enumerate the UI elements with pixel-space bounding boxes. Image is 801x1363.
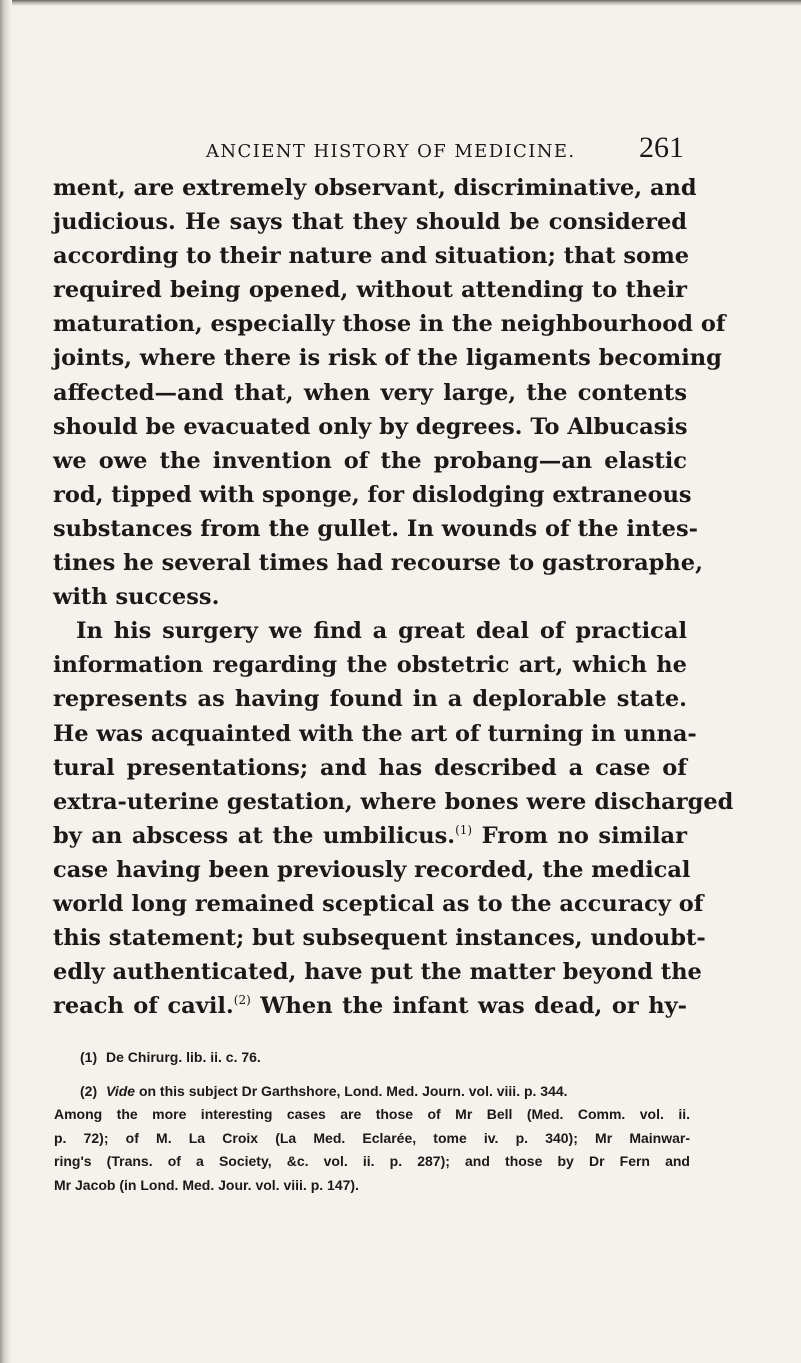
page-number: 261 <box>639 131 684 164</box>
footnote-2-line: Mr Jacob (in Lond. Med. Jour. vol. viii. p. 147). <box>54 1176 359 1193</box>
text-line-with-ref <box>53 819 687 853</box>
footnote-1-text: De Chirurg. lib. ii. c. 76. <box>106 1049 261 1065</box>
page-top-edge <box>0 0 801 6</box>
running-title: ANCIENT HISTORY OF MEDICINE. <box>206 141 576 162</box>
text-line: He was acquainted with the art of turning in unna- <box>53 720 697 747</box>
footnote-ref-1: (1) <box>455 822 473 837</box>
text-line: according to their nature and situation; that some <box>53 243 690 270</box>
footnote-1 <box>80 1046 690 1070</box>
running-header <box>206 129 684 165</box>
footnote-1-label: (1) <box>80 1049 98 1065</box>
text-line: world long remained sceptical as to the accuracy of <box>53 890 704 917</box>
footnote-2-text: on this subject Dr Garthshore, Lond. Med. Journ. vol. viii. p. 344. <box>138 1082 568 1099</box>
text-fragment: by an abscess at the umbilicus. <box>53 822 456 849</box>
text-line: affected—and that, when very large, the contents <box>53 379 687 406</box>
footnote-2-label: (2) <box>80 1082 98 1099</box>
footnote-ref-2: (2) <box>233 993 251 1008</box>
text-line: In his surgery we find a great deal of practical <box>76 618 687 645</box>
text-line: tines he several times had recourse to gastroraphe, <box>53 550 703 577</box>
text-line: extra-uterine gestation, where bones were discharged <box>53 788 734 815</box>
text-line: should be evacuated only by degrees. To Albucasis <box>53 413 688 440</box>
footnote-2-vide: Vide <box>106 1082 136 1099</box>
footnote-2-line: ring's (Trans. of a Society, &c. vol. ii. p. 287); and those by Dr Fern and <box>54 1153 690 1169</box>
text-line: tural presentations; and has described a case of <box>53 754 687 781</box>
text-line: judicious. He says that they should be considered <box>53 209 687 236</box>
text-line: with success. <box>53 584 220 611</box>
footnote-2-line: p. 72); of M. La Croix (La Med. Eclarée, tome iv. p. 340); Mr Mainwar- <box>54 1129 690 1146</box>
text-line: case having been previously recorded, the medical <box>53 856 691 883</box>
text-fragment: From no similar <box>481 822 687 849</box>
footnote-gap <box>80 1070 690 1080</box>
text-line: represents as having found in a deplorable state. <box>53 686 687 713</box>
footnote-2-first-line <box>80 1080 690 1104</box>
text-line: joints, where there is risk of the ligaments becoming <box>53 345 722 372</box>
text-line: substances from the gullet. In wounds of the intes- <box>53 515 698 542</box>
text-line: edly authenticated, have put the matter beyond the <box>53 959 702 986</box>
footnote-2-line: Among the more interesting cases are those of Mr Bell (Med. Comm. vol. ii. <box>54 1106 690 1122</box>
text-line: maturation, especially those in the neighbourhood of <box>53 311 726 338</box>
text-line: we owe the invention of the probang—an elastic <box>53 447 687 474</box>
text-line: required being opened, without attending to their <box>53 277 687 304</box>
text-line: rod, tipped with sponge, for dislodging extraneous <box>53 481 692 508</box>
text-fragment: reach of cavil. <box>53 993 234 1020</box>
text-line: this statement; but subsequent instances, undoubt- <box>53 925 706 952</box>
body-text <box>53 171 734 1023</box>
page-binding-edge <box>0 0 12 1363</box>
text-line: information regarding the obstetric art, which he <box>53 652 687 679</box>
text-line-with-ref <box>53 989 687 1023</box>
text-line: ment, are extremely observant, discriminative, and <box>53 175 697 201</box>
footnotes <box>54 1046 690 1197</box>
text-fragment: When the infant was dead, or hy- <box>260 993 687 1020</box>
